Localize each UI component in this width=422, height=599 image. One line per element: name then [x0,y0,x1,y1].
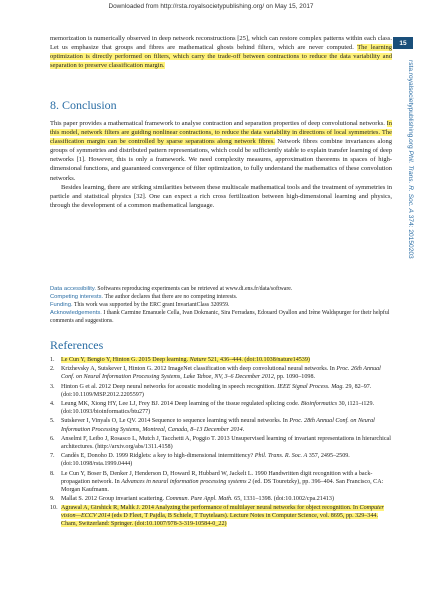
references-section [50,338,392,352]
note-acknowledgements: Acknowledgements. I thank Carmine Emanuele Cella, Ivan Dokmanic, Sira Ferradans, Edouard Oyallon and Irène Waldspurger for their helpful comments and suggestions. [50,310,390,324]
reference-doi-link[interactable]: 30, i121–i129. (doi:10.1093/bioinformatics/btu277) [61,401,375,416]
sidebar-journal: Phil. Trans. R. Soc. A [407,150,414,213]
reference-doi-link[interactable]: 29, 82–97. (doi:10.1109/MSP.2012.2205597) [61,383,372,398]
conclusion-body [50,119,392,210]
conclusion-section [50,98,392,112]
sidebar-citation: 374: 20150203 [407,214,414,259]
reference-item: 7. Candès E, Donoho D. 1999 Ridglets: a key to high-dimensional intermittency? Phil. Trans. R. Soc. A 357, 2495–2509. (doi:10.1098/rsta.1999.0444) [50,453,350,468]
reference-item: 9. Mallat S. 2012 Group invariant scattering. Commun. Pure Appl. Math. 65, 1331–1398. (doi:10.1002/cpa.21413) [50,496,335,502]
page-number-badge: 15 [393,37,413,49]
conclusion-highlight: In this model, network filters are guiding nonlinear contractions, to reduce the data variability in directions of local symmetries. The classification margin can be controlled by sparse separations along network fibres. [50,120,392,146]
conclusion-heading: 8. Conclusion [50,98,117,112]
reference-item: 4. Leung MK, Xiong HY, Lee LJ, Frey BJ. 2014 Deep learning of the tissue regulated splicing code. Bioinformatics 30, i121–i129. (doi:10.1093/bioinformatics/btu277) [50,401,375,416]
reference-item: 8. Le Cun Y, Boser B, Denker J, Henderson D, Howard R, Hubbard W, Jackelt L. 1990 Handwritten digit recognition with a back-propagation network. In Advances in neural information processing systems 2 (ed. DS Touretzky), pp. 396–404. San Francisco, CA: Morgan Kaufmann. [50,470,384,493]
reference-doi-link[interactable]: (eds D Fleet, T Pajdla, B Schiele, T Tuytelaars). Lecture Notes in Computer Science, vol. 8695, pp. 329–344. Cham, Switzerland: Springer. (doi:10.1007/978-3-319-10584-0_22) [61,513,378,528]
sidebar-site[interactable]: rsta.royalsocietypublishing.org [407,60,414,149]
intro-paragraph: memorization is numerically observed in deep network reconstructions [25], which can restore complex patterns within each class. Let us emphasize that groups and fibres are mathematical ghosts behind filters, which are never computed. The learning optimization is directly performed on filters, which carry the trade-off between contractions to reduce the data variability and separation to preserve classification margin. [50,35,392,70]
download-header: Downloaded from http://rsta.royalsocietypublishing.org/ on May 15, 2017 [108,3,314,10]
reference-doi-link[interactable]: 65, 1331–1398. (doi:10.1002/cpa.21413) [232,496,335,502]
journal-sidebar [400,60,414,259]
references-list-block [50,356,392,530]
reference-doi-link[interactable]: 521, 436–444. (doi:10.1038/nature14539) [206,357,310,363]
reference-item: 1. Le Cun Y, Bengio Y, Hinton G. 2015 Deep learning. Nature 521, 436–444. (doi:10.1038/nature14539) [50,357,310,363]
reference-item: 10. Agrawal A, Girshick R, Malik J. 2014 Analyzing the performance of multilayer neural networks for object recognition. In Computer vision—ECCV 2014 (eds D Fleet, T Pajdla, B Schiele, T Tuytelaars). Lecture Notes in Computer Science, vol. 8695, pp. 329–344. Cham, Switzerland: Springer. (doi:10.1007/978-3-319-10584-0_22) [50,505,384,528]
reference-item: 6. Anselmi F, Leibo J, Rosasco L, Mutch J, Tacchetti A, Poggio T. 2013 Unsupervised learning of invariant representations in hierarchical architectures. (http://arxiv.org/abs/1311.4158) [50,435,391,450]
reference-arxiv-link[interactable]: Anselmi F, Leibo J, Rosasco L, Mutch J, Tacchetti A, Poggio T. 2013 Unsupervised learning of invariant representations in hierarchical architectures. (http://arxiv.org/abs/1311.4158) [61,435,391,450]
note-competing-interests: Competing interests. The author declares that there are no competing interests. [50,294,238,300]
references-list [50,356,392,529]
intro-paragraph-block [50,34,392,70]
references-heading: References [50,338,104,352]
reference-doi-link[interactable]: 357, 2495–2509. (doi:10.1098/rsta.1999.0444) [61,453,350,468]
reference-item: 2. Krizhevsky A, Sutskever I, Hinton G. 2012 ImageNet classification with deep convolutional neural networks. In Proc. 26th Annual Conf. on Neural Information Processing Systems, Lake Tahoe, NV, 3–6 December 2012, pp. 1090–1098. [50,366,381,381]
end-notes [50,285,392,325]
reference-item: 5. Sutskever I, Vinyals O, Le QV. 2014 Sequence to sequence learning with neural networks. In Proc. 28th Annual Conf. on Neural Information Processing Systems, Montreal, Canada, 8–13 December 2014. [50,418,375,433]
conclusion-paragraph-2: Besides learning, there are striking similarities between these multiscale mathematical tools and the treatment of symmetries in particle and statistical physics [32]. One can expect a rich cross fertilization between high-dimensional learning and physics, through the development of a common mathematical language. [50,183,392,209]
reference-item: 3. Hinton G et al. 2012 Deep neural networks for acoustic modeling in speech recognition. IEEE Signal Process. Mag. 29, 82–97. (doi:10.1109/MSP.2012.2205597) [50,383,372,398]
note-data-accessibility: Data accessibility. Softwares reproducing experiments can be retrieved at www.di.ens.fr/data/software. [50,286,293,292]
conclusion-paragraph-1: This paper provides a mathematical framework to analyse contraction and separation properties of deep convolutional networks. In this model, network filters are guiding nonlinear contractions, to reduce the data variability in directions of local symmetries. The classification margin can be controlled by sparse separations along network fibres. Network fibres combine invariances along groups of symmetries and distributed pattern representations, which could be sufficiently stable to explain transfer learning of deep networks [1]. However, this is only a framework. We need complexity measures, approximation theorems in spaces of high-dimensional functions, and guaranteed convergence of filter optimization, to fully understand the mathematics of these convolution networks. [50,120,392,182]
note-funding: Funding. This work was supported by the ERC grant InvariantClass 320959. [50,302,230,308]
intro-highlight: The learning optimization is directly performed on filters, which carry the trade-off between contractions to reduce the data variability and separation to preserve classification margin. [50,44,392,70]
